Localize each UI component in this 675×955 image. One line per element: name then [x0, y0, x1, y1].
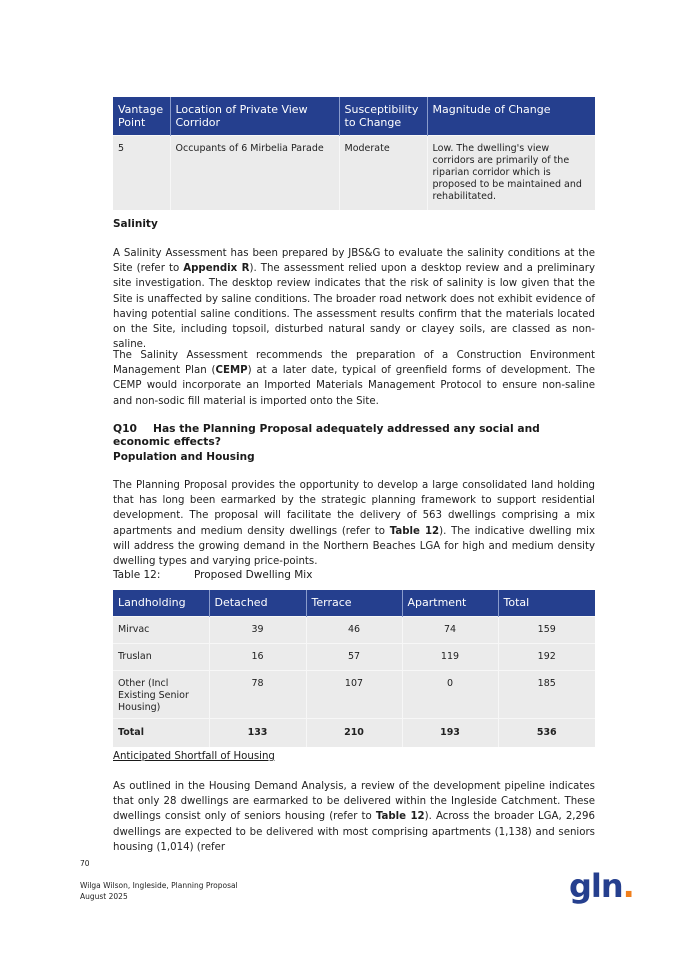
header-magnitude: Magnitude of Change	[427, 97, 595, 136]
salinity-paragraph-1	[113, 246, 595, 352]
gln-logo	[569, 868, 634, 904]
header-detached: Detached	[209, 590, 306, 617]
cell-total: 185	[498, 671, 595, 719]
cell-apartment: 119	[402, 644, 498, 671]
shortfall-heading: Anticipated Shortfall of Housing	[113, 751, 275, 762]
cell-total: 159	[498, 617, 595, 644]
text-run: The Planning Proposal provides the opportunity to develop a large consolidated land holding that has long been earmarked by the strategic planning framework to support residential development. The proposal will facilitate the delivery of 563 dwellings comprising a mix apartments and medium density dwellings (refer to	[113, 480, 595, 537]
cell-apartment: 74	[402, 617, 498, 644]
text-run: ) at a later date, typical of greenfield forms of development. The CEMP would incorporate an Imported Materials Management Protocol to ensure non-saline and non-sodic fill material is imported onto the Site.	[113, 365, 595, 407]
text-run: A Salinity Assessment has been prepared by JBS&G to evaluate the salinity conditions at the Site (refer to	[113, 248, 595, 275]
dwelling-mix-table-wrap	[113, 590, 595, 747]
header-vantage-point: Vantage Point	[113, 97, 170, 136]
text-run: As outlined in the Housing Demand Analysis, a review of the development pipeline indicates that only 28 dwellings are earmarked to be delivered within the Ingleside Catchment. These dwellings consist only of seniors housing (refer to	[113, 781, 595, 823]
table-header-row	[113, 97, 595, 136]
table-row	[113, 136, 595, 211]
caption-title: Proposed Dwelling Mix	[194, 569, 313, 581]
population-paragraph	[113, 478, 595, 569]
q10-heading	[113, 422, 595, 448]
cell-total-label: Total	[113, 719, 209, 748]
table-row	[113, 671, 595, 719]
table-reference: Table 12	[389, 525, 440, 537]
table-row	[113, 617, 595, 644]
cell-detached: 39	[209, 617, 306, 644]
text-run: The Salinity Assessment recommends the preparation of a Construction Environment Management Plan (	[113, 350, 595, 377]
table-header-row	[113, 590, 595, 617]
page-number: 70	[80, 859, 90, 868]
cell-terrace: 107	[306, 671, 402, 719]
q10-question: Has the Planning Proposal adequately addressed any social and economic effects?	[113, 422, 540, 448]
salinity-paragraph-2	[113, 348, 595, 409]
cell-total-apartment: 193	[402, 719, 498, 748]
cell-landholding: Other (Incl Existing Senior Housing)	[113, 671, 209, 719]
header-susceptibility: Susceptibility to Change	[339, 97, 427, 136]
text-run: ). The indicative dwelling mix will address the growing demand in the Northern Beaches LGA for high and medium density dwelling types and varying price-points.	[113, 525, 595, 568]
cell-terrace: 46	[306, 617, 402, 644]
table-total-row	[113, 719, 595, 748]
table-reference: Table 12	[375, 811, 425, 823]
footer-date: August 2025	[80, 892, 128, 901]
table-12-caption	[113, 569, 595, 581]
cell-terrace: 57	[306, 644, 402, 671]
caption-label: Table 12:	[113, 569, 161, 581]
shortfall-paragraph	[113, 779, 595, 855]
header-location: Location of Private View Corridor	[170, 97, 339, 136]
cell-landholding: Mirvac	[113, 617, 209, 644]
table-row	[113, 644, 595, 671]
population-heading: Population and Housing	[113, 451, 255, 463]
view-corridor-table-wrap	[113, 97, 595, 210]
cell-apartment: 0	[402, 671, 498, 719]
cell-detached: 78	[209, 671, 306, 719]
cell-landholding: Truslan	[113, 644, 209, 671]
appendix-reference: Appendix R	[183, 263, 250, 275]
logo-dot-icon: .	[622, 867, 634, 905]
logo-text: gln	[569, 867, 623, 905]
text-run: ). Across the broader LGA, 2,296 dwellings are expected to be delivered with most comprising apartments (1,138) and seniors housing (1,014) (refer	[113, 811, 595, 853]
text-run: ). The assessment relied upon a desktop review and a preliminary site investigation. The desktop review indicates that the risk of salinity is low given that the Site is unaffected by saline conditions. The broader road network does not exhibit evidence of having potential saline conditions. The assessment results confirm that the materials located on the Site, including topsoil, disturbed natural sandy or clayey soils, are classed as non-saline.	[113, 263, 595, 351]
cell-location: Occupants of 6 Mirbelia Parade	[170, 136, 339, 211]
cell-total-terrace: 210	[306, 719, 402, 748]
cell-magnitude: Low. The dwelling's view corridors are primarily of the riparian corridor which is proposed to be maintained and rehabilitated.	[427, 136, 595, 211]
cell-detached: 16	[209, 644, 306, 671]
cell-total-total: 536	[498, 719, 595, 748]
view-corridor-table	[113, 97, 595, 210]
dwelling-mix-table	[113, 590, 595, 747]
header-terrace: Terrace	[306, 590, 402, 617]
q10-number: Q10	[113, 422, 137, 435]
footer-doc-title: Wilga Wilson, Ingleside, Planning Proposal	[80, 881, 238, 890]
header-apartment: Apartment	[402, 590, 498, 617]
cemp-term: CEMP	[215, 365, 248, 377]
header-total: Total	[498, 590, 595, 617]
cell-vantage-point: 5	[113, 136, 170, 211]
cell-susceptibility: Moderate	[339, 136, 427, 211]
salinity-heading: Salinity	[113, 218, 158, 230]
cell-total-detached: 133	[209, 719, 306, 748]
header-landholding: Landholding	[113, 590, 209, 617]
cell-total: 192	[498, 644, 595, 671]
